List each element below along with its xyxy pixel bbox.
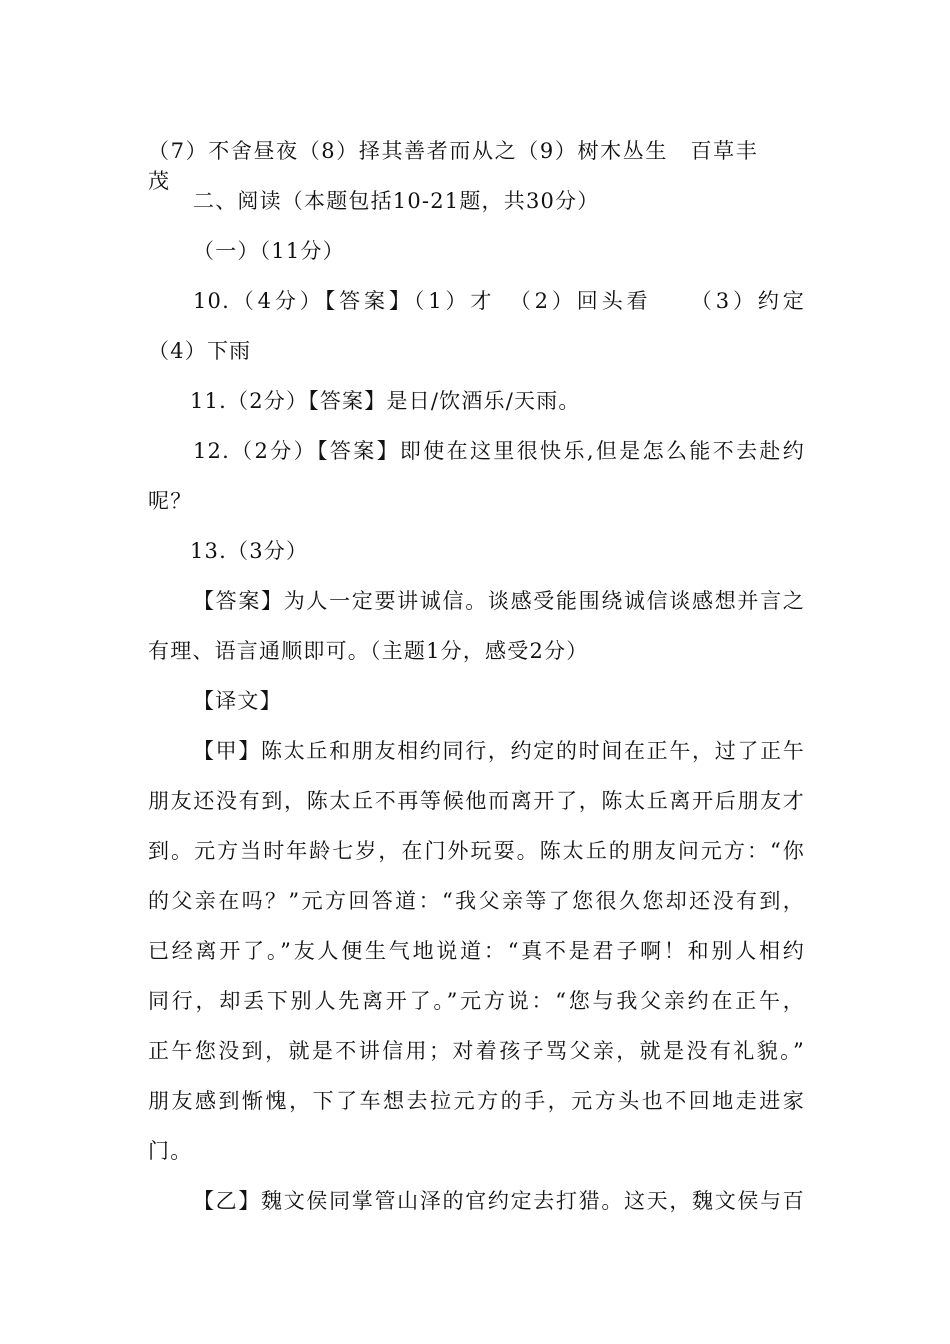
subsection-heading-one: （一）（11分） [193,239,345,263]
question-13-answer: 【答案】为人一定要讲诚信。谈感受能围绕诚信谈感想并言之 [193,589,805,613]
question-13-answer-continued: 有理、语言通顺即可。（主题1分，感受2分） [148,639,589,663]
answer-line-7-9: （7）不舍昼夜（8）择其善者而从之（9）树木丛生 百草丰茂 [148,139,758,193]
translation-paragraph-line: 门。 [148,1139,193,1163]
question-13-heading: 13.（3分） [190,539,309,563]
translation-paragraph-line: 朋友感到惭愧，下了车想去拉元方的手，元方头也不回地走进家 [148,1089,805,1113]
translation-paragraph-line: 的父亲在吗？”元方回答道：“我父亲等了您很久您却还没有到， [148,889,805,913]
translation-paragraph-line: 已经离开了。”友人便生气地说道：“真不是君子啊！和别人相约 [148,939,805,963]
translation-paragraph-line: 到。元方当时年龄七岁，在门外玩耍。陈太丘的朋友问元方：“你 [148,839,805,863]
question-10-answer-continued: （4）下雨 [148,339,252,363]
translation-paragraph-line: 正午您没到，就是不讲信用；对着孩子骂父亲，就是没有礼貌。” [148,1039,805,1063]
translation-paragraph-line: 【甲】陈太丘和朋友相约同行，约定的时间在正午，过了正午 [193,739,805,763]
translation-paragraph-line: 同行，却丢下别人先离开了。”元方说：“您与我父亲约在正午， [148,989,805,1013]
question-12-answer-continued: 呢？ [148,489,193,513]
translation-paragraph-line: 【乙】魏文侯同掌管山泽的官约定去打猎。这天，魏文侯与百 [193,1189,805,1213]
question-12-answer: 12.（2分）【答案】即使在这里很快乐,但是怎么能不去赴约 [193,439,805,463]
section-heading-reading: 二、阅读（本题包括10-21题，共30分） [193,189,600,213]
question-11-answer: 11.（2分）【答案】是日/饮酒乐/天雨。 [190,389,581,413]
translation-paragraph-line: 朋友还没有到，陈太丘不再等候他而离开了，陈太丘离开后朋友才 [148,789,805,813]
translation-heading: 【译文】 [193,689,282,713]
question-10-answer: 10.（4分）【答案】（1）才 （2）回头看 （3）约定 [193,289,805,313]
